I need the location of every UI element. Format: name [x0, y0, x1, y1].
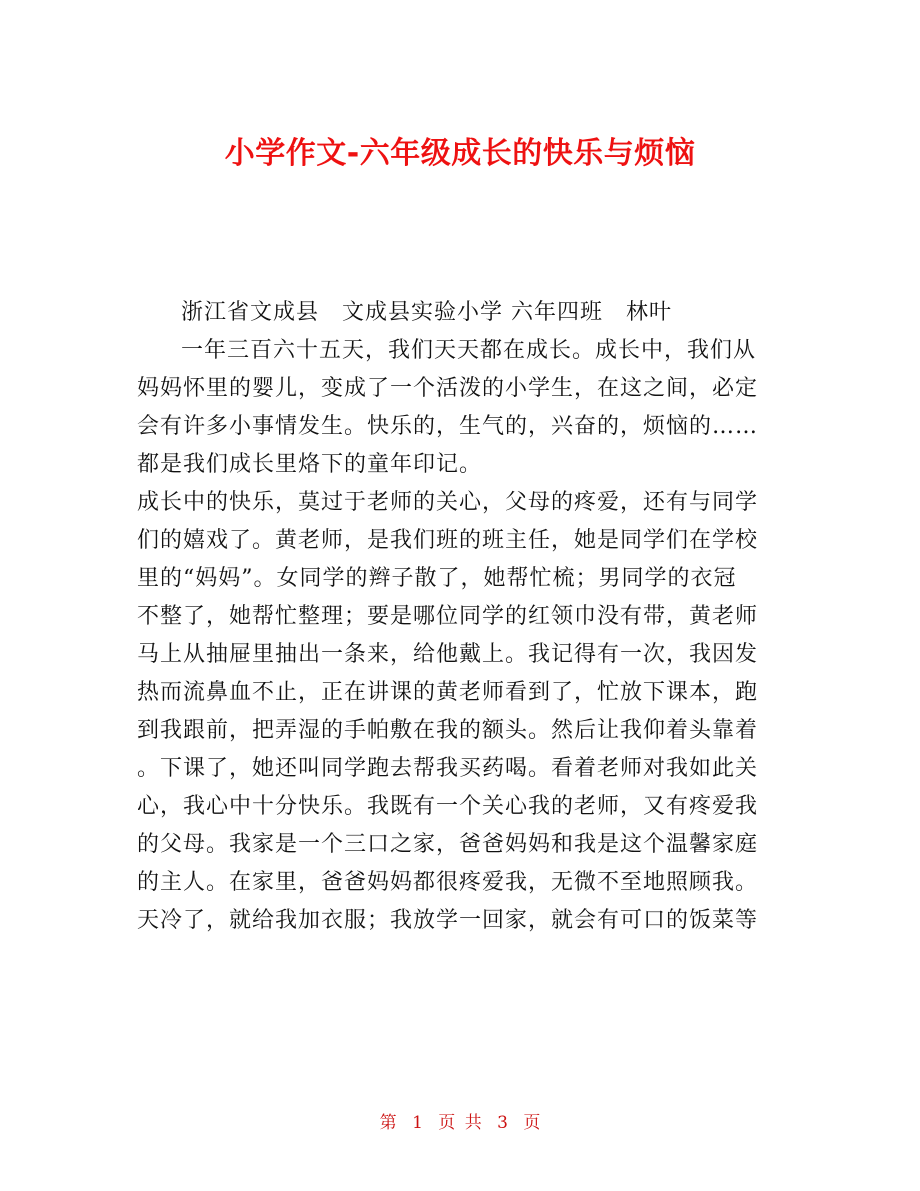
text-line: 天冷了，就给我加衣服；我放学一回家，就会有可口的饭菜等 — [137, 908, 759, 933]
text-line: 的父母。我家是一个三口之家，爸爸妈妈和我是这个温馨家庭 — [137, 832, 759, 857]
text-line: 的主人。在家里，爸爸妈妈都很疼爱我，无微不至地照顾我。 — [137, 870, 759, 895]
current-page-number: 1 — [412, 1113, 423, 1133]
text-line: 热而流鼻血不止，正在讲课的黄老师看到了，忙放下课本，跑 — [137, 680, 759, 705]
author-line: 浙江省文成县 文成县实验小学 六年四班 林叶 — [181, 300, 672, 325]
text-line: 里的“妈妈”。女同学的辫子散了，她帮忙梳；男同学的衣冠 — [137, 566, 737, 591]
total-pages-number: 3 — [497, 1113, 508, 1133]
text-line: 。下课了，她还叫同学跑去帮我买药喝。看着老师对我如此关 — [137, 756, 759, 781]
page-label-suffix: 页 — [523, 1113, 541, 1133]
text-line: 都是我们成长里烙下的童年印记。 — [137, 452, 483, 477]
text-line: 心，我心中十分快乐。我既有一个关心我的老师，又有疼爱我 — [137, 794, 759, 819]
page-label-mid: 页 共 — [438, 1113, 482, 1133]
text-line: 成长中的快乐，莫过于老师的关心，父母的疼爱，还有与同学 — [137, 490, 759, 515]
document-title: 小学作文-六年级成长的快乐与烦恼 — [224, 136, 696, 172]
text-line: 不整了，她帮忙整理；要是哪位同学的红领巾没有带，黄老师 — [137, 604, 759, 629]
text-line: 马上从抽屉里抽出一条来，给他戴上。我记得有一次，我因发 — [137, 642, 759, 667]
text-line: 们的嬉戏了。黄老师，是我们班的班主任，她是同学们在学校 — [137, 528, 759, 553]
text-line: 妈妈怀里的婴儿，变成了一个活泼的小学生，在这之间，必定 — [137, 376, 759, 401]
document-body — [137, 294, 787, 940]
page-footer — [0, 1111, 920, 1135]
text-line: 到我跟前，把弄湿的手帕敷在我的额头。然后让我仰着头靠着 — [137, 718, 759, 743]
text-line: 一年三百六十五天，我们天天都在成长。成长中，我们从 — [181, 338, 757, 363]
page-label-prefix: 第 — [379, 1113, 397, 1133]
text-line: 会有许多小事情发生。快乐的，生气的，兴奋的，烦恼的…… — [137, 414, 759, 439]
